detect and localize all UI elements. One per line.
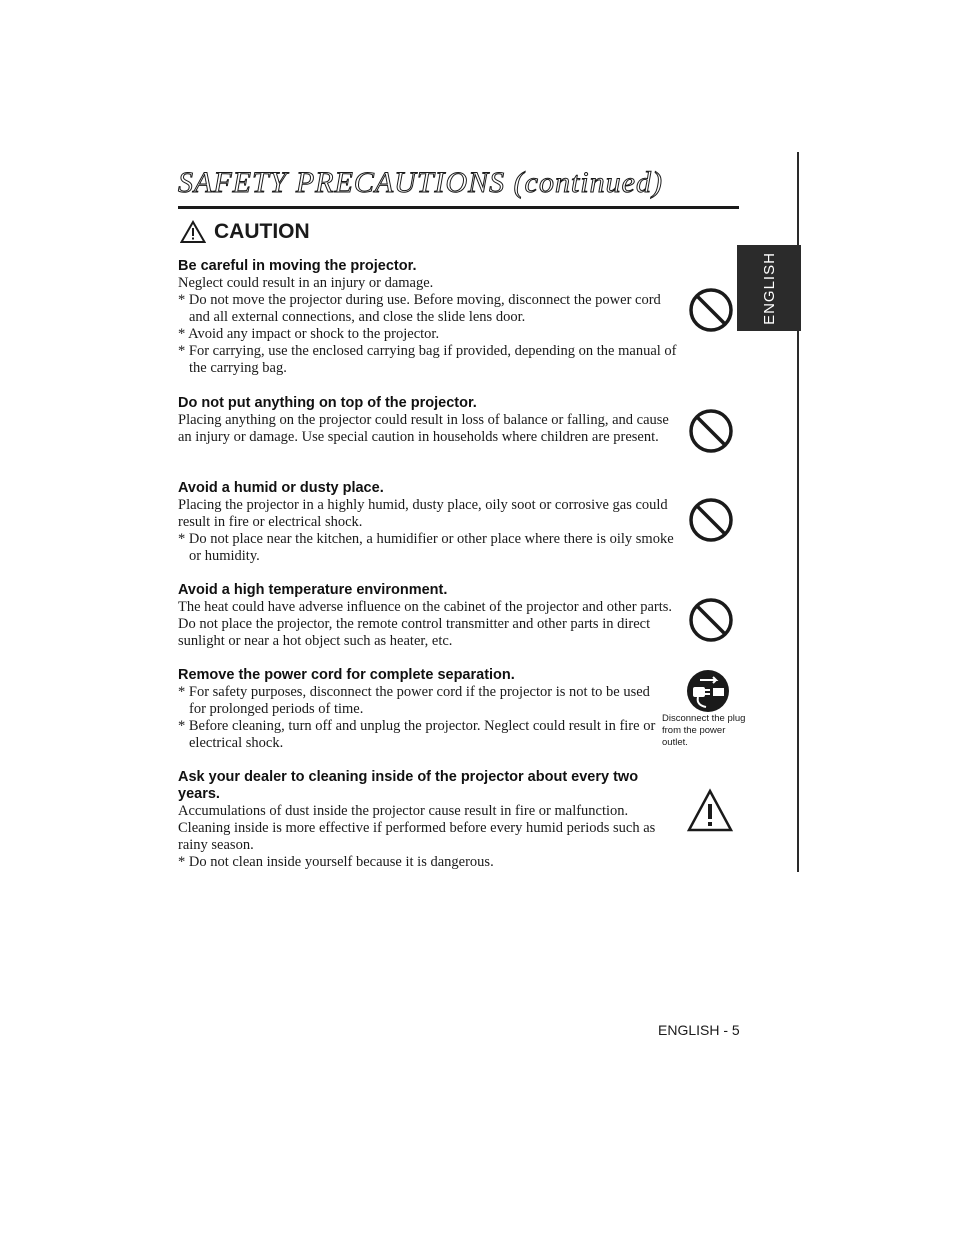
prohibition-icon bbox=[688, 408, 734, 454]
bullet-item: * Do not place near the kitchen, a humidifier or other place where there is oily smoke or humidity. bbox=[178, 531, 674, 564]
bullet-item: * Before cleaning, turn off and unplug the projector. Neglect could result in fire or electrical shock. bbox=[178, 718, 656, 751]
section-heading: Avoid a humid or dusty place. bbox=[178, 480, 384, 496]
bullet-item: * For safety purposes, disconnect the power cord if the projector is not to be used for prolonged periods of time. bbox=[178, 684, 650, 717]
section-heading: Avoid a high temperature environment. bbox=[178, 582, 448, 598]
section-text: Neglect could result in an injury or damage. bbox=[178, 275, 434, 291]
bullet-item: * Do not move the projector during use. Before moving, disconnect the power cord and all external connections, and close the slide lens door. bbox=[178, 292, 661, 325]
section-humid bbox=[178, 480, 678, 565]
warning-triangle-icon bbox=[180, 220, 206, 244]
language-tab-label: ENGLISH bbox=[760, 251, 778, 325]
caution-label: CAUTION bbox=[214, 220, 310, 243]
bullet-item: * For carrying, use the enclosed carrying bag if provided, depending on the manual of the carrying bag. bbox=[178, 343, 677, 376]
prohibition-icon bbox=[688, 597, 734, 643]
section-heading: Do not put anything on top of the projector. bbox=[178, 395, 477, 411]
section-top-objects bbox=[178, 395, 678, 446]
section-heading: Ask your dealer to cleaning inside of the projector about every two years. bbox=[178, 769, 639, 802]
section-power-cord bbox=[178, 667, 656, 752]
section-text: Placing anything on the projector could result in loss of balance or falling, and cause an injury or damage. Use special caution in households where children are present. bbox=[178, 412, 669, 445]
section-heading: Remove the power cord for complete separation. bbox=[178, 667, 515, 683]
bullet-item: * Avoid any impact or shock to the projector. bbox=[178, 326, 440, 342]
prohibition-icon bbox=[688, 287, 734, 333]
prohibition-icon bbox=[688, 497, 734, 543]
title-underline bbox=[178, 206, 739, 209]
warning-triangle-icon bbox=[686, 788, 734, 834]
page-number: ENGLISH - 5 bbox=[658, 1022, 740, 1038]
section-heading: Be careful in moving the projector. bbox=[178, 258, 417, 274]
section-moving bbox=[178, 258, 678, 377]
section-text: Placing the projector in a highly humid, dusty place, oily soot or corrosive gas could result in fire or electrical shock. bbox=[178, 497, 668, 530]
section-text: The heat could have adverse influence on the cabinet of the projector and other parts. Do not place the projector, the remote control transmitter and other parts in direct sunlight or near a hot object such as heater, etc. bbox=[178, 599, 672, 649]
unplug-caption: Disconnect the plug from the power outlet. bbox=[662, 713, 746, 748]
section-dealer-cleaning bbox=[178, 769, 678, 871]
language-tab bbox=[737, 245, 801, 331]
page-title: SAFETY PRECAUTIONS (continued) bbox=[178, 166, 663, 199]
bullet-item: * Do not clean inside yourself because it is dangerous. bbox=[178, 854, 494, 870]
unplug-icon bbox=[686, 669, 730, 713]
caution-heading bbox=[180, 220, 310, 244]
section-text: Accumulations of dust inside the projector cause result in fire or malfunction. Cleaning inside is more effective if performed before every humid periods such as rainy season. bbox=[178, 803, 656, 853]
section-temperature bbox=[178, 582, 678, 650]
